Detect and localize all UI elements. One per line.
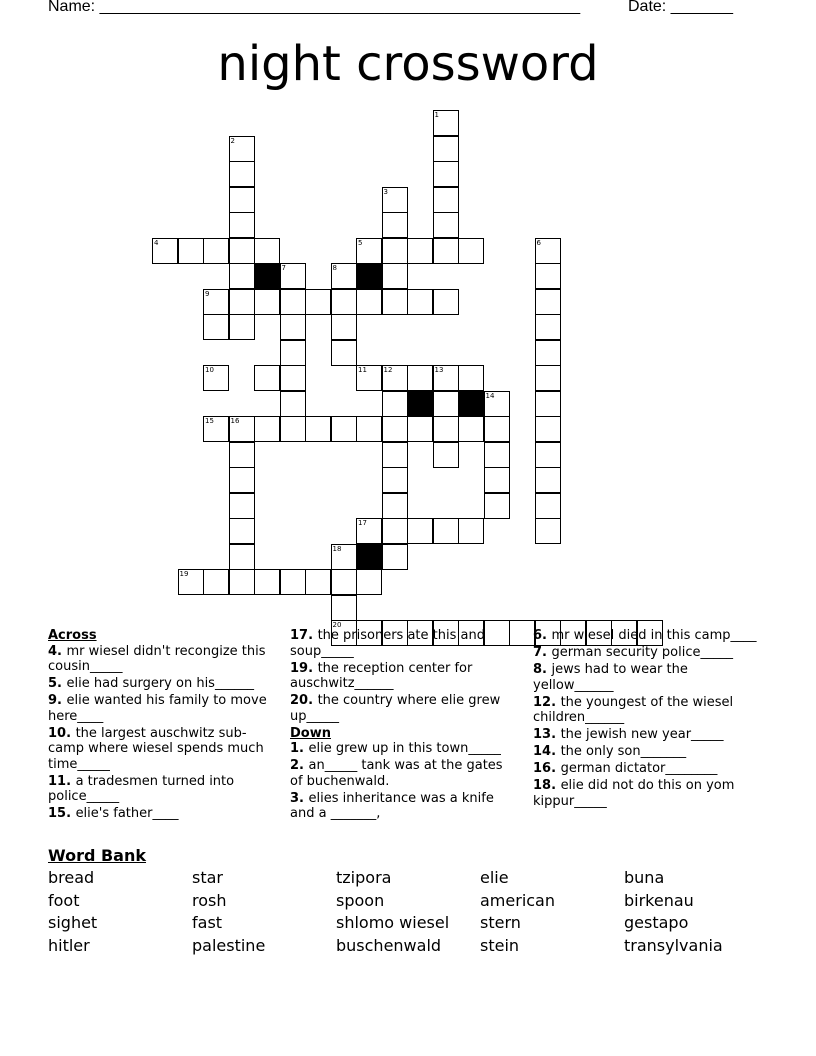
clue-number-label: 19. bbox=[290, 660, 318, 676]
down-clue bbox=[533, 662, 758, 693]
grid-cell[interactable] bbox=[178, 569, 204, 595]
clue-number-label: 12. bbox=[533, 694, 561, 710]
grid-cell[interactable] bbox=[331, 263, 357, 289]
grid-cell[interactable] bbox=[382, 212, 408, 238]
grid-cell[interactable] bbox=[535, 518, 561, 544]
word-bank-word: foot bbox=[48, 890, 80, 910]
clue-number: 5 bbox=[358, 238, 363, 247]
grid-cell[interactable] bbox=[305, 569, 331, 595]
across-clue bbox=[290, 628, 515, 659]
page-title: night crossword bbox=[217, 36, 599, 92]
clue-number-label: 10. bbox=[48, 725, 76, 741]
clue-number-label: 9. bbox=[48, 693, 67, 708]
clues-column-1 bbox=[48, 628, 278, 823]
grid-cell[interactable] bbox=[484, 416, 510, 442]
grid-cell[interactable] bbox=[433, 238, 459, 264]
clue-text: mr wiesel died in this camp____ bbox=[551, 628, 757, 643]
word-bank-word: star bbox=[192, 868, 223, 887]
clue-number: 7 bbox=[281, 264, 286, 272]
name-field[interactable]: Name: ______________________________________________________ bbox=[48, 0, 581, 15]
clue-number-label: 1. bbox=[290, 741, 309, 756]
clue-number: 11 bbox=[358, 366, 367, 374]
grid-cell[interactable] bbox=[407, 518, 433, 544]
grid-cell[interactable] bbox=[382, 289, 408, 315]
clue-text: elie had surgery on his______ bbox=[66, 676, 254, 691]
clue-number-label: 11. bbox=[48, 773, 76, 789]
black-cell bbox=[407, 391, 433, 417]
clue-number: 19 bbox=[179, 570, 189, 578]
grid-cell[interactable] bbox=[280, 314, 306, 340]
grid-cell[interactable] bbox=[433, 187, 459, 213]
clue-number-label: 2. bbox=[290, 758, 309, 773]
clue-text: german dictator________ bbox=[560, 761, 718, 776]
grid-cell[interactable] bbox=[331, 569, 357, 595]
grid-cell[interactable] bbox=[484, 467, 510, 493]
grid-cell[interactable] bbox=[331, 544, 357, 570]
clue-number: 4 bbox=[154, 238, 159, 247]
grid-cell[interactable] bbox=[331, 289, 357, 315]
grid-cell[interactable] bbox=[484, 442, 510, 468]
grid-cell[interactable] bbox=[382, 263, 408, 289]
grid-cell[interactable] bbox=[382, 544, 408, 570]
down-clue bbox=[533, 645, 758, 661]
word-bank-word: spoon bbox=[336, 890, 385, 910]
across-clue bbox=[48, 726, 278, 773]
clue-number: 9 bbox=[205, 289, 210, 298]
grid-cell[interactable] bbox=[280, 416, 306, 442]
word-bank-word: rosh bbox=[192, 890, 227, 910]
clue-number: 18 bbox=[332, 544, 342, 553]
grid-cell[interactable] bbox=[382, 187, 408, 213]
grid-cell[interactable] bbox=[535, 365, 561, 391]
across-heading: Across bbox=[48, 628, 97, 643]
clue-text: elie did not do this on yom kippur_____ bbox=[533, 778, 735, 809]
grid-cell[interactable] bbox=[254, 569, 280, 595]
grid-cell[interactable] bbox=[229, 136, 255, 162]
down-clue bbox=[533, 744, 758, 760]
grid-cell[interactable] bbox=[229, 569, 255, 595]
grid-cell[interactable] bbox=[331, 340, 357, 366]
grid-cell[interactable] bbox=[407, 365, 433, 391]
word-bank-word: bread bbox=[48, 868, 95, 887]
grid-cell[interactable] bbox=[433, 110, 459, 136]
grid-cell[interactable] bbox=[535, 289, 561, 315]
grid-cell[interactable] bbox=[305, 416, 331, 442]
black-cell bbox=[356, 263, 382, 289]
grid-cell[interactable] bbox=[331, 416, 357, 442]
grid-cell[interactable] bbox=[229, 314, 255, 340]
down-clue bbox=[533, 761, 758, 777]
grid-cell[interactable] bbox=[433, 442, 459, 468]
clue-number: 10 bbox=[205, 366, 214, 374]
clue-text: an_____ tank was at the gates of buchenwald. bbox=[290, 758, 503, 789]
grid-cell[interactable] bbox=[152, 238, 178, 264]
word-bank-word: shlomo wiesel bbox=[336, 913, 450, 932]
word-bank-word: american bbox=[480, 890, 555, 910]
down-clue bbox=[290, 791, 515, 822]
clue-text: elie grew up in this town_____ bbox=[308, 741, 501, 756]
grid-cell[interactable] bbox=[229, 263, 255, 289]
grid-cell[interactable] bbox=[535, 493, 561, 519]
grid-cell[interactable] bbox=[484, 493, 510, 519]
down-clue bbox=[533, 778, 758, 809]
clue-text: elies inheritance was a knife and a _______, bbox=[290, 790, 494, 821]
grid-cell[interactable] bbox=[433, 365, 459, 391]
grid-cell[interactable] bbox=[535, 314, 561, 340]
clue-text: the largest auschwitz sub-camp where wiesel spends much time_____ bbox=[48, 725, 264, 772]
clue-text: elie's father____ bbox=[75, 806, 179, 821]
down-clue bbox=[290, 758, 515, 789]
word-bank-word: fast bbox=[192, 913, 223, 932]
grid-cell[interactable] bbox=[331, 314, 357, 340]
down-heading: Down bbox=[290, 725, 331, 741]
clue-text: german security police_____ bbox=[551, 645, 733, 660]
clue-number: 2 bbox=[230, 136, 235, 145]
grid-cell[interactable] bbox=[458, 518, 484, 544]
clue-number-label: 6. bbox=[533, 628, 552, 643]
grid-cell[interactable] bbox=[433, 391, 459, 417]
clue-number-label: 3. bbox=[290, 790, 309, 806]
grid-cell[interactable] bbox=[203, 569, 229, 595]
clue-number: 16 bbox=[230, 417, 240, 425]
grid-cell[interactable] bbox=[382, 391, 408, 417]
grid-cell[interactable] bbox=[382, 442, 408, 468]
grid-cell[interactable] bbox=[331, 595, 357, 621]
grid-cell[interactable] bbox=[229, 187, 255, 213]
grid-cell[interactable] bbox=[280, 263, 306, 289]
grid-cell[interactable] bbox=[254, 238, 280, 264]
grid-cell[interactable] bbox=[535, 340, 561, 366]
grid-cell[interactable] bbox=[535, 238, 561, 264]
grid-cell[interactable] bbox=[433, 518, 459, 544]
clue-text: the country where elie grew up_____ bbox=[290, 693, 501, 724]
clue-text: the only son_______ bbox=[560, 744, 687, 759]
grid-cell[interactable] bbox=[535, 391, 561, 417]
clue-number-label: 13. bbox=[533, 727, 561, 742]
grid-cell[interactable] bbox=[229, 212, 255, 238]
clue-number: 15 bbox=[205, 417, 214, 425]
word-bank-word: transylvania bbox=[624, 935, 723, 955]
grid-cell[interactable] bbox=[229, 289, 255, 315]
across-clue bbox=[48, 676, 278, 692]
clue-number-label: 5. bbox=[48, 676, 67, 691]
clue-text: a tradesmen turned into police_____ bbox=[48, 773, 235, 804]
grid-cell[interactable] bbox=[535, 467, 561, 493]
grid-cell[interactable] bbox=[254, 365, 280, 391]
clues-column-2 bbox=[290, 628, 515, 823]
word-bank-word: stern bbox=[480, 913, 521, 932]
grid-cell[interactable] bbox=[433, 289, 459, 315]
grid-cell[interactable] bbox=[229, 544, 255, 570]
grid-cell[interactable] bbox=[203, 238, 229, 264]
grid-cell[interactable] bbox=[229, 238, 255, 264]
grid-cell[interactable] bbox=[433, 416, 459, 442]
clue-text: elie wanted his family to move here____ bbox=[48, 693, 267, 724]
word-bank-word: gestapo bbox=[624, 913, 689, 932]
grid-cell[interactable] bbox=[535, 263, 561, 289]
word-bank-word: buschenwald bbox=[336, 935, 442, 955]
clue-text: mr wiesel didn't recongize this cousin_____ bbox=[48, 643, 266, 674]
grid-cell[interactable] bbox=[229, 518, 255, 544]
grid-cell[interactable] bbox=[458, 238, 484, 264]
clue-number-label: 18. bbox=[533, 778, 561, 793]
grid-cell[interactable] bbox=[254, 289, 280, 315]
clue-number-label: 8. bbox=[533, 662, 552, 677]
across-clue bbox=[48, 693, 278, 724]
clues-column-3 bbox=[533, 628, 758, 811]
clue-text: the youngest of the wiesel children______ bbox=[533, 694, 734, 725]
grid-cell[interactable] bbox=[356, 289, 382, 315]
black-cell bbox=[356, 544, 382, 570]
clue-number: 8 bbox=[332, 264, 337, 272]
word-bank-word: hitler bbox=[48, 935, 90, 955]
grid-cell[interactable] bbox=[229, 467, 255, 493]
grid-cell[interactable] bbox=[535, 442, 561, 468]
clue-number: 20 bbox=[332, 621, 342, 629]
grid-cell[interactable] bbox=[356, 569, 382, 595]
clue-number-label: 20. bbox=[290, 693, 318, 708]
word-bank-word: palestine bbox=[192, 935, 266, 955]
grid-cell[interactable] bbox=[356, 518, 382, 544]
grid-cell[interactable] bbox=[203, 416, 229, 442]
word-bank-word: buna bbox=[624, 868, 665, 887]
grid-cell[interactable] bbox=[305, 289, 331, 315]
grid-cell[interactable] bbox=[356, 238, 382, 264]
black-cell bbox=[458, 391, 484, 417]
clue-number: 17 bbox=[358, 519, 367, 527]
down-clue bbox=[533, 727, 758, 743]
across-clue bbox=[290, 693, 515, 724]
clue-text: the jewish new year_____ bbox=[560, 727, 724, 742]
grid-cell[interactable] bbox=[458, 365, 484, 391]
clue-number-label: 7. bbox=[533, 645, 552, 660]
word-bank-word: elie bbox=[480, 868, 509, 887]
black-cell bbox=[254, 263, 280, 289]
across-clue bbox=[290, 661, 515, 692]
across-clue bbox=[48, 774, 278, 805]
across-clue bbox=[48, 806, 278, 822]
grid-cell[interactable] bbox=[407, 289, 433, 315]
clue-number: 13 bbox=[434, 366, 444, 374]
word-bank-word: birkenau bbox=[624, 890, 694, 910]
grid-cell[interactable] bbox=[433, 161, 459, 187]
date-field[interactable]: Date: _______ bbox=[628, 0, 733, 15]
grid-cell[interactable] bbox=[535, 416, 561, 442]
grid-cell[interactable] bbox=[203, 365, 229, 391]
grid-cell[interactable] bbox=[382, 365, 408, 391]
word-bank-word: tzipora bbox=[336, 868, 392, 887]
grid-cell[interactable] bbox=[280, 340, 306, 366]
clue-text: the reception center for auschwitz______ bbox=[290, 660, 473, 691]
grid-cell[interactable] bbox=[407, 238, 433, 264]
clue-number-label: 15. bbox=[48, 806, 76, 821]
clue-number: 14 bbox=[485, 391, 495, 400]
grid-cell[interactable] bbox=[407, 416, 433, 442]
grid-cell[interactable] bbox=[229, 493, 255, 519]
clue-number: 6 bbox=[536, 238, 541, 247]
clue-number-label: 14. bbox=[533, 744, 561, 759]
grid-cell[interactable] bbox=[229, 416, 255, 442]
grid-cell[interactable] bbox=[229, 442, 255, 468]
grid-cell[interactable] bbox=[433, 136, 459, 162]
down-clue bbox=[533, 695, 758, 726]
word-bank-title: Word Bank bbox=[48, 846, 147, 865]
grid-cell[interactable] bbox=[356, 416, 382, 442]
down-clue bbox=[290, 741, 515, 757]
word-bank-word: sighet bbox=[48, 913, 98, 932]
clue-number-label: 17. bbox=[290, 628, 318, 643]
grid-cell[interactable] bbox=[458, 416, 484, 442]
grid-cell[interactable] bbox=[203, 314, 229, 340]
clue-number: 3 bbox=[383, 187, 388, 196]
grid-cell[interactable] bbox=[229, 161, 255, 187]
grid-cell[interactable] bbox=[433, 212, 459, 238]
clue-number: 1 bbox=[434, 111, 439, 119]
grid-cell[interactable] bbox=[382, 467, 408, 493]
across-clue bbox=[48, 644, 278, 675]
grid-cell[interactable] bbox=[382, 518, 408, 544]
grid-cell[interactable] bbox=[203, 289, 229, 315]
clue-text: jews had to wear the yellow______ bbox=[533, 662, 688, 693]
grid-cell[interactable] bbox=[280, 365, 306, 391]
word-bank-word: stein bbox=[480, 935, 520, 955]
grid-cell[interactable] bbox=[382, 416, 408, 442]
grid-cell[interactable] bbox=[280, 391, 306, 417]
grid-cell[interactable] bbox=[484, 391, 510, 417]
grid-cell[interactable] bbox=[280, 569, 306, 595]
clue-number-label: 16. bbox=[533, 761, 561, 776]
grid-cell[interactable] bbox=[356, 365, 382, 391]
clue-number-label: 4. bbox=[48, 643, 67, 659]
down-clue bbox=[533, 628, 758, 644]
grid-cell[interactable] bbox=[382, 238, 408, 264]
clue-number: 12 bbox=[383, 366, 393, 374]
grid-cell[interactable] bbox=[382, 493, 408, 519]
clue-text: the prisoners ate this and soup_____ bbox=[290, 628, 485, 659]
grid-cell[interactable] bbox=[280, 289, 306, 315]
grid-cell[interactable] bbox=[254, 416, 280, 442]
grid-cell[interactable] bbox=[178, 238, 204, 264]
